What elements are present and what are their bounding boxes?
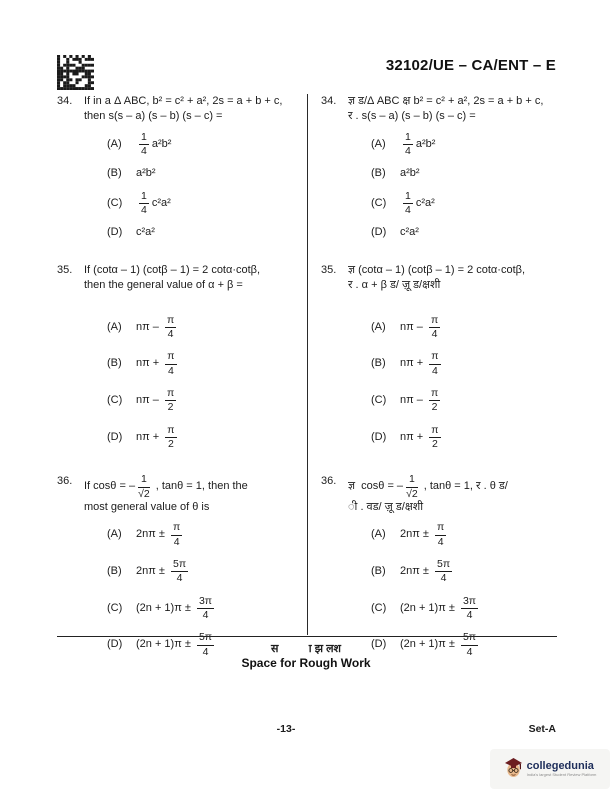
option-row (107, 132, 297, 158)
question-34-hindi (321, 94, 557, 250)
option-fraction (139, 191, 149, 217)
option-fraction-numerator: π (435, 522, 446, 535)
option-fraction-denominator: 4 (141, 145, 147, 158)
question-text (348, 94, 557, 125)
options-list (348, 132, 557, 241)
option-pre: c²a² (400, 226, 419, 239)
question-line: ज्ञ (cotα – 1) (cotβ – 1) = 2 cotα·cotβ, (348, 263, 526, 276)
option-fraction (171, 559, 188, 585)
paper-code: 32102/UE – CA/ENT – E (385, 57, 556, 74)
question-body (84, 94, 297, 250)
option-label: (C) (371, 196, 387, 209)
option-expression (136, 596, 217, 622)
option-fraction-numerator: 5π (197, 632, 214, 645)
option-expression (400, 315, 443, 341)
option-fraction-numerator: 3π (461, 596, 478, 609)
option-row (371, 132, 557, 158)
option-pre: a²b² (136, 167, 156, 180)
option-fraction-numerator: 5π (461, 632, 478, 645)
option-row (371, 315, 557, 341)
option-fraction-denominator: 4 (167, 327, 174, 340)
option-row (107, 351, 297, 377)
question-fraction (406, 474, 418, 500)
option-expression (136, 315, 179, 341)
option-pre: 2nπ ± (136, 565, 168, 578)
question-line-pre: If cosθ = – (84, 480, 136, 493)
question-text (84, 263, 297, 294)
option-row (371, 559, 557, 585)
option-label: (A) (371, 528, 386, 541)
option-row (371, 522, 557, 548)
question-line: then s(s – a) (s – b) (s – c) = (84, 110, 223, 123)
option-fraction-numerator: 1 (139, 191, 149, 204)
option-expression (400, 132, 435, 158)
option-label: (C) (107, 394, 123, 407)
question-fraction-numerator: 1 (138, 474, 150, 487)
option-expression (136, 522, 185, 548)
logo-brand-text: collegedunia (526, 759, 594, 772)
option-expression (400, 388, 443, 414)
option-row (107, 388, 297, 414)
option-fraction (197, 596, 214, 622)
option-expression (136, 388, 179, 414)
question-number: 36. (57, 475, 73, 488)
option-pre: 2nπ ± (136, 528, 168, 541)
option-fraction (139, 132, 149, 158)
question-36-english (57, 474, 297, 669)
option-fraction-numerator: π (165, 388, 176, 401)
option-pre: nπ + (136, 357, 163, 370)
option-post: c²a² (151, 196, 171, 209)
page-number: -13- (276, 723, 296, 735)
option-fraction-numerator: π (165, 425, 176, 438)
option-fraction-denominator: 4 (431, 327, 438, 340)
option-pre: (2n + 1)π ± (136, 601, 194, 614)
option-row (107, 596, 297, 622)
option-row (107, 315, 297, 341)
set-label: Set-A (528, 723, 556, 735)
option-fraction (435, 522, 446, 548)
option-label: (C) (107, 196, 123, 209)
options-list (348, 315, 557, 451)
option-pre: nπ – (136, 394, 162, 407)
option-label: (A) (107, 528, 122, 541)
option-fraction (171, 522, 182, 548)
collegedunia-mascot-icon (504, 755, 523, 784)
option-pre: 2nπ ± (400, 528, 432, 541)
option-expression (136, 166, 156, 181)
option-label: (A) (371, 137, 386, 150)
question-text (348, 263, 557, 294)
question-number: 36. (321, 475, 337, 488)
option-fraction-numerator: π (165, 315, 176, 328)
question-35-hindi (321, 263, 557, 461)
option-fraction-numerator: π (171, 522, 182, 535)
option-label: (A) (107, 137, 122, 150)
question-line: र . α + β ड/ ज़ू ड/क्षशी (348, 279, 441, 292)
options-list (84, 315, 297, 451)
option-fraction-denominator: 2 (167, 401, 174, 414)
question-line-post: , tanθ = 1, then the (152, 480, 248, 493)
option-fraction-denominator: 4 (176, 572, 183, 585)
question-fraction-denominator: √2 (138, 487, 150, 500)
question-line (348, 474, 557, 500)
option-fraction-denominator: 4 (202, 645, 209, 658)
option-pre: a²b² (400, 167, 420, 180)
option-label: (B) (371, 565, 386, 578)
options-list (348, 522, 557, 658)
option-fraction-denominator: 4 (466, 645, 473, 658)
option-pre: nπ – (136, 320, 162, 333)
option-row (107, 166, 297, 181)
option-expression (136, 191, 171, 217)
question-fraction (138, 474, 150, 500)
option-fraction (429, 425, 440, 451)
option-row (107, 225, 297, 240)
option-row (371, 596, 557, 622)
option-pre: nπ – (400, 320, 426, 333)
option-label: (A) (107, 320, 122, 333)
option-row (371, 425, 557, 451)
option-expression (136, 132, 171, 158)
option-fraction (435, 559, 452, 585)
question-text (84, 94, 297, 125)
option-fraction-denominator: 4 (437, 535, 444, 548)
options-list (84, 132, 297, 241)
option-label: (C) (371, 394, 387, 407)
option-label: (B) (107, 565, 122, 578)
option-row (107, 425, 297, 451)
question-text (348, 474, 557, 515)
option-row (371, 351, 557, 377)
option-row (107, 522, 297, 548)
question-34-english (57, 94, 297, 250)
question-number: 34. (321, 95, 337, 107)
option-fraction-numerator: 5π (171, 559, 188, 572)
option-label: (D) (371, 638, 387, 651)
option-post: a²b² (415, 137, 436, 150)
option-pre: (2n + 1)π ± (400, 601, 458, 614)
option-fraction-denominator: 4 (405, 145, 411, 158)
option-fraction (165, 425, 176, 451)
question-line: If (cotα – 1) (cotβ – 1) = 2 cotα·cotβ, (84, 263, 261, 276)
option-fraction-numerator: 3π (197, 596, 214, 609)
option-fraction (429, 315, 440, 341)
option-row (107, 191, 297, 217)
question-body (84, 474, 297, 669)
option-label: (A) (371, 320, 386, 333)
option-expression (136, 225, 155, 240)
option-fraction (429, 388, 440, 414)
datamatrix-barcode-icon (57, 55, 94, 90)
option-expression (400, 596, 481, 622)
question-body (348, 474, 557, 669)
option-fraction (165, 351, 176, 377)
option-fraction-numerator: 1 (403, 191, 413, 204)
question-fraction-denominator: √2 (406, 487, 418, 500)
option-fraction-denominator: 4 (173, 535, 180, 548)
logo-tagline-text: India's largest Student Review Platform (526, 772, 597, 778)
option-post: a²b² (151, 137, 172, 150)
option-fraction (165, 315, 176, 341)
option-fraction-denominator: 4 (202, 608, 209, 621)
option-fraction (461, 596, 478, 622)
question-line (84, 474, 297, 500)
question-line-post: , tanθ = 1, र . θ ड/ (420, 480, 508, 493)
option-fraction-denominator: 4 (431, 364, 438, 377)
option-fraction-numerator: π (429, 351, 440, 364)
option-label: (D) (107, 638, 123, 651)
option-label: (B) (107, 357, 122, 370)
option-label: (D) (107, 226, 123, 239)
option-pre: nπ + (136, 430, 163, 443)
question-line: ी . वड/ ज़ू ड/क्षशी (348, 500, 424, 513)
option-label: (D) (107, 430, 123, 443)
question-line: If in a Δ ABC, b² = c² + a², 2s = a + b + c, (84, 95, 283, 107)
option-fraction (429, 351, 440, 377)
option-pre: (2n + 1)π ± (400, 638, 458, 651)
rough-work-label-hindi: स ा झ लश (270, 643, 342, 655)
question-body (348, 94, 557, 250)
option-fraction-numerator: π (429, 388, 440, 401)
option-label: (B) (371, 167, 386, 180)
option-fraction-numerator: π (429, 315, 440, 328)
option-fraction-numerator: π (165, 351, 176, 364)
option-expression (400, 225, 419, 240)
question-line: then the general value of α + β = (84, 279, 243, 292)
option-pre: c²a² (136, 226, 155, 239)
option-expression (400, 166, 420, 181)
option-expression (400, 559, 455, 585)
question-line: र . s(s – a) (s – b) (s – c) = (348, 110, 476, 123)
option-fraction-numerator: π (429, 425, 440, 438)
collegedunia-logo (490, 749, 610, 789)
option-fraction-numerator: 5π (435, 559, 452, 572)
option-expression (136, 425, 180, 451)
option-fraction-denominator: 4 (141, 204, 147, 217)
option-row (371, 225, 557, 240)
option-expression (136, 559, 191, 585)
option-expression (400, 351, 444, 377)
question-36-hindi (321, 474, 557, 669)
rough-work-label: Space for Rough Work (241, 656, 371, 670)
option-fraction-numerator: 1 (403, 132, 413, 145)
option-fraction (165, 388, 176, 414)
option-pre: 2nπ ± (400, 565, 432, 578)
option-post: c²a² (415, 196, 435, 209)
option-fraction-denominator: 2 (431, 401, 438, 414)
option-fraction-numerator: 1 (139, 132, 149, 145)
option-label: (D) (371, 430, 387, 443)
question-text (84, 474, 297, 515)
option-expression (400, 425, 444, 451)
rough-work-divider (57, 636, 557, 637)
option-row (371, 191, 557, 217)
option-pre: nπ + (400, 357, 427, 370)
question-body (84, 263, 297, 461)
option-pre: nπ – (400, 394, 426, 407)
option-pre: nπ + (400, 430, 427, 443)
option-fraction-denominator: 4 (405, 204, 411, 217)
option-fraction-denominator: 2 (167, 437, 174, 450)
option-label: (B) (371, 357, 386, 370)
option-fraction-denominator: 2 (431, 437, 438, 450)
option-row (371, 388, 557, 414)
question-line: ज्ञ ड/Δ ABC क्ष b² = c² + a², 2s = a + b + c, (348, 95, 544, 107)
option-fraction-denominator: 4 (466, 608, 473, 621)
question-fraction-numerator: 1 (406, 474, 418, 487)
question-body (348, 263, 557, 461)
question-35-english (57, 263, 297, 461)
options-list (84, 522, 297, 658)
option-expression (136, 351, 180, 377)
option-row (107, 559, 297, 585)
option-expression (400, 522, 449, 548)
option-label: (D) (371, 226, 387, 239)
option-fraction-denominator: 4 (440, 572, 447, 585)
option-fraction (403, 132, 413, 158)
option-fraction-denominator: 4 (167, 364, 174, 377)
option-label: (C) (371, 601, 387, 614)
option-pre: (2n + 1)π ± (136, 638, 194, 651)
question-number: 35. (321, 263, 337, 276)
option-fraction (403, 191, 413, 217)
option-row (371, 166, 557, 181)
option-expression (400, 191, 435, 217)
question-line-pre: ज्ञ cosθ = – (348, 480, 404, 493)
question-number: 34. (57, 95, 73, 107)
option-label: (B) (107, 167, 122, 180)
question-number: 35. (57, 263, 73, 276)
option-label: (C) (107, 601, 123, 614)
question-line: most general value of θ is (84, 500, 210, 513)
